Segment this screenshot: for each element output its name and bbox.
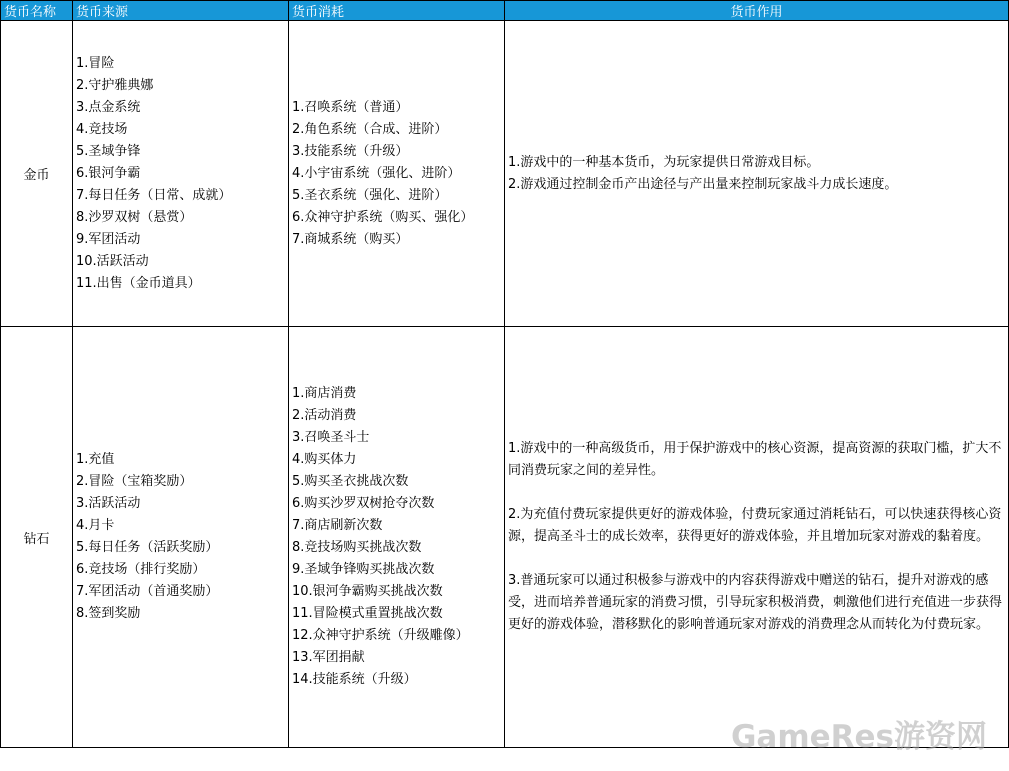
source-list bbox=[76, 449, 286, 625]
list-item: 4.月卡 bbox=[76, 518, 115, 533]
list-item: 1.商店消费 bbox=[292, 386, 357, 401]
list-item: 3.活跃活动 bbox=[76, 496, 141, 511]
list-item: 4.购买体力 bbox=[292, 452, 357, 467]
list-item: 3.点金系统 bbox=[76, 99, 141, 115]
function-paragraph: 2.为充值付费玩家提供更好的游戏体验，付费玩家通过消耗钻石，可以快速获得核心资源，提高圣斗士的成长效率，获得更好的游戏体验，并且增加玩家对游戏的黏着度。 bbox=[508, 507, 1002, 544]
function-paragraph: 3.普通玩家可以通过积极参与游戏中的内容获得游戏中赠送的钻石，提升对游戏的感受，进而培养普通玩家的消费习惯，引导玩家积极消费，刺激他们进行充值进一步获得更好的游戏体验，潜移默化的影响普通玩家对游戏的消费理念从而转化为付费玩家。 bbox=[508, 573, 1003, 632]
consume-cell bbox=[289, 21, 505, 327]
list-item: 8.沙罗双树（悬赏） bbox=[76, 209, 193, 225]
function-paragraph: 1.游戏中的一种高级货币，用于保护游戏中的核心资源，提高资源的获取门槛，扩大不同消费玩家之间的差异性。 bbox=[508, 441, 1002, 478]
list-item: 2.守护雅典娜 bbox=[76, 77, 154, 93]
list-item: 5.每日任务（活跃奖励） bbox=[76, 540, 219, 555]
row-diamond bbox=[1, 327, 1009, 748]
list-item: 6.众神守护系统（购买、强化） bbox=[292, 209, 474, 225]
list-item: 10.活跃活动 bbox=[76, 253, 149, 269]
list-item: 8.竞技场购买挑战次数 bbox=[292, 540, 422, 555]
list-item: 4.小宇宙系统（强化、进阶） bbox=[292, 165, 461, 181]
source-cell bbox=[73, 327, 289, 748]
list-item: 5.圣衣系统（强化、进阶） bbox=[292, 187, 448, 203]
list-item: 8.签到奖励 bbox=[76, 606, 141, 621]
currency-name: 金币 bbox=[1, 21, 73, 327]
list-item: 14.技能系统（升级） bbox=[292, 672, 417, 687]
currency-name: 钻石 bbox=[1, 327, 73, 748]
list-item: 13.军团捐献 bbox=[292, 650, 365, 665]
list-item: 11.冒险模式重置挑战次数 bbox=[292, 606, 443, 621]
list-item: 1.充值 bbox=[76, 452, 115, 467]
list-item: 7.每日任务（日常、成就） bbox=[76, 187, 232, 203]
list-item: 7.军团活动（首通奖励） bbox=[76, 584, 219, 599]
list-item: 4.竞技场 bbox=[76, 121, 128, 137]
list-item: 6.银河争霸 bbox=[76, 165, 141, 181]
list-item: 6.竞技场（排行奖励） bbox=[76, 562, 206, 577]
header-row bbox=[1, 1, 1009, 21]
row-gold bbox=[1, 21, 1009, 327]
source-cell bbox=[73, 21, 289, 327]
list-item: 5.购买圣衣挑战次数 bbox=[292, 474, 409, 489]
list-item: 1.召唤系统（普通） bbox=[292, 99, 409, 115]
list-item: 9.圣域争锋购买挑战次数 bbox=[292, 562, 435, 577]
list-item: 11.出售（金币道具） bbox=[76, 275, 201, 291]
function-cell bbox=[505, 327, 1009, 748]
list-item: 9.军团活动 bbox=[76, 231, 141, 247]
watermark-logo: GameRes游资网 bbox=[730, 719, 987, 755]
consume-list bbox=[292, 383, 502, 691]
list-item: 7.商城系统（购买） bbox=[292, 231, 409, 247]
header-name: 货币名称 bbox=[1, 1, 73, 21]
list-item: 6.购买沙罗双树抢夺次数 bbox=[292, 496, 435, 511]
list-item: 2.活动消费 bbox=[292, 408, 357, 423]
header-source: 货币来源 bbox=[73, 1, 289, 21]
list-item: 3.技能系统（升级） bbox=[292, 143, 409, 159]
header-function: 货币作用 bbox=[505, 1, 1009, 21]
header-consume: 货币消耗 bbox=[289, 1, 505, 21]
function-paragraph: 1.游戏中的一种基本货币，为玩家提供日常游戏目标。 2.游戏通过控制金币产出途径与产出量来控制玩家战斗力成长速度。 bbox=[508, 154, 898, 192]
consume-list bbox=[292, 97, 502, 251]
list-item: 12.众神守护系统（升级雕像） bbox=[292, 628, 469, 643]
list-item: 3.召唤圣斗士 bbox=[292, 430, 370, 445]
list-item: 10.银河争霸购买挑战次数 bbox=[292, 584, 443, 599]
list-item: 5.圣域争锋 bbox=[76, 143, 141, 159]
function-cell bbox=[505, 21, 1009, 327]
list-item: 7.商店刷新次数 bbox=[292, 518, 383, 533]
list-item: 2.冒险（宝箱奖励） bbox=[76, 474, 193, 489]
list-item: 1.冒险 bbox=[76, 55, 115, 71]
consume-cell bbox=[289, 327, 505, 748]
list-item: 2.角色系统（合成、进阶） bbox=[292, 121, 448, 137]
source-list bbox=[76, 53, 286, 295]
